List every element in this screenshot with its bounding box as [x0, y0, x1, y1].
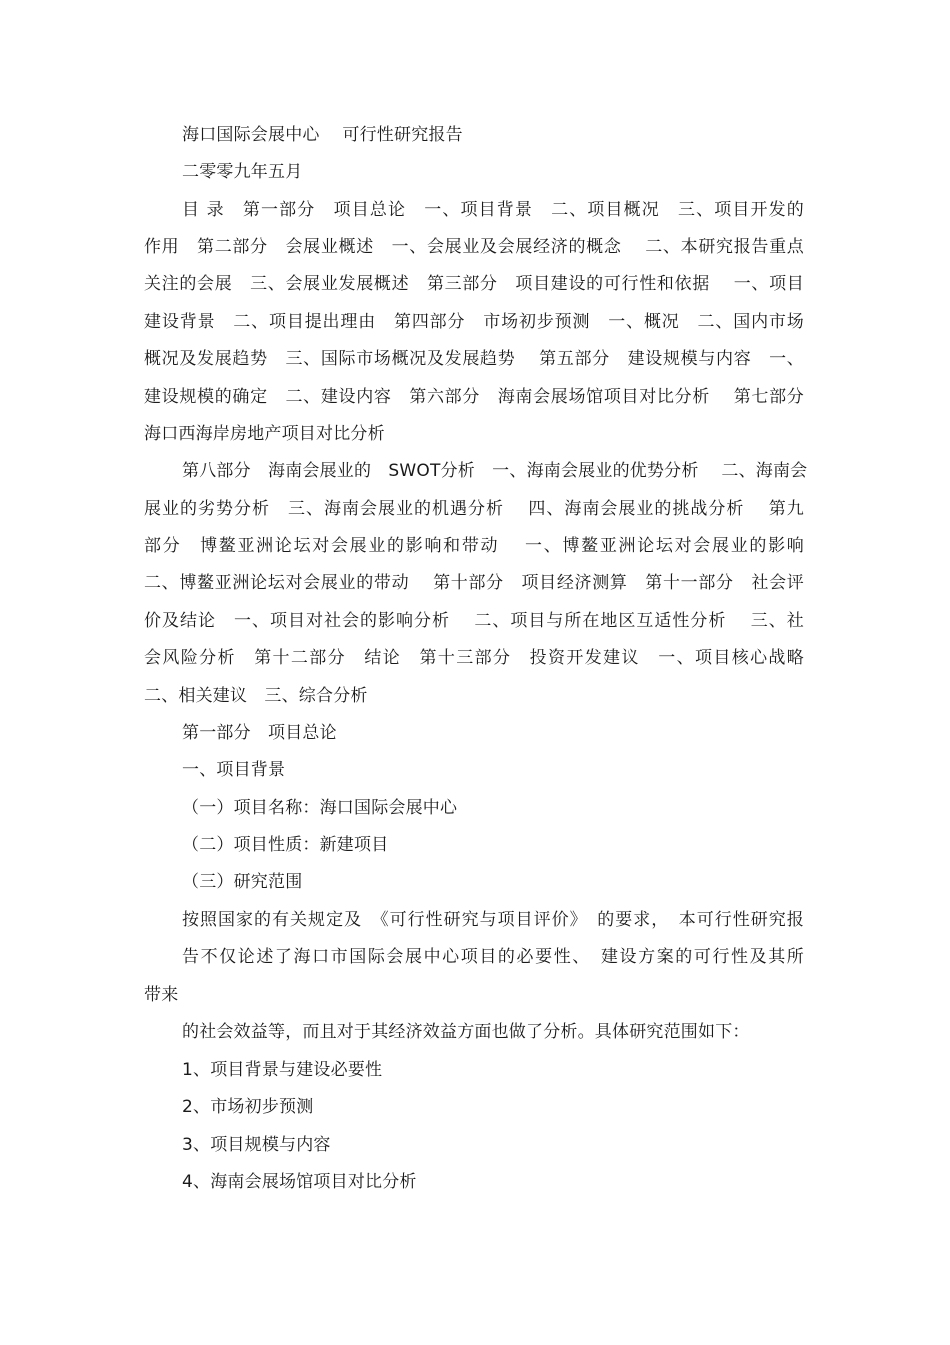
list-item: （一）项目名称：海口国际会展中心: [182, 798, 458, 818]
toc-line: 目 录 第一部分 项目总论 一、项目背景 二、项目概况 三、项目开发的: [182, 200, 804, 220]
paragraph-line: 告不仅论述了海口市国际会展中心项目的必要性、 建设方案的可行性及其所: [182, 947, 804, 967]
paragraph-line: 按照国家的有关规定及 《可行性研究与项目评价》 的要求， 本可行性研究报: [182, 910, 804, 930]
toc-line: 第八部分 海南会展业的 SWOT分析 一、海南会展业的优势分析 二、海南会: [182, 461, 808, 481]
toc-line: 二、相关建议 三、综合分析: [144, 686, 368, 706]
list-item: 3、项目规模与内容: [182, 1135, 331, 1155]
list-item: （二）项目性质：新建项目: [182, 835, 389, 855]
toc-line: 会风险分析 第十二部分 结论 第十三部分 投资开发建议 一、项目核心战略: [144, 648, 804, 668]
toc-line: 展业的劣势分析 三、海南会展业的机遇分析 四、海南会展业的挑战分析 第九: [144, 499, 804, 519]
toc-line: 二、博鳌亚洲论坛对会展业的带动 第十部分 项目经济测算 第十一部分 社会评: [144, 573, 804, 593]
toc-line: 关注的会展 三、会展业发展概述 第三部分 项目建设的可行性和依据 一、项目: [144, 274, 804, 294]
part-heading: 第一部分 项目总论: [182, 723, 337, 743]
list-item: 4、海南会展场馆项目对比分析: [182, 1172, 417, 1192]
toc-line: 海口西海岸房地产项目对比分析: [144, 424, 385, 444]
toc-line: 价及结论 一、项目对社会的影响分析 二、项目与所在地区互适性分析 三、社: [144, 611, 804, 631]
toc-line: 概况及发展趋势 三、国际市场概况及发展趋势 第五部分 建设规模与内容 一、: [144, 349, 804, 369]
list-item: 2、市场初步预测: [182, 1097, 314, 1117]
toc-line: 建设背景 二、项目提出理由 第四部分 市场初步预测 一、概况 二、国内市场: [144, 312, 804, 332]
toc-line: 作用 第二部分 会展业概述 一、会展业及会展经济的概念 二、本研究报告重点: [144, 237, 804, 257]
paragraph-line: 的社会效益等，而且对于其经济效益方面也做了分析。具体研究范围如下：: [182, 1022, 750, 1042]
document-date: 二零零九年五月: [182, 162, 303, 182]
document-title: 海口国际会展中心 可行性研究报告: [182, 125, 463, 145]
list-item: 1、项目背景与建设必要性: [182, 1060, 383, 1080]
section-heading: 一、项目背景: [182, 760, 286, 780]
toc-line: 部分 博鳌亚洲论坛对会展业的影响和带动 一、博鳌亚洲论坛对会展业的影响: [144, 536, 804, 556]
list-item: （三）研究范围: [182, 872, 303, 892]
paragraph-line: 带来: [144, 985, 179, 1005]
toc-line: 建设规模的确定 二、建设内容 第六部分 海南会展场馆项目对比分析 第七部分: [144, 387, 804, 407]
